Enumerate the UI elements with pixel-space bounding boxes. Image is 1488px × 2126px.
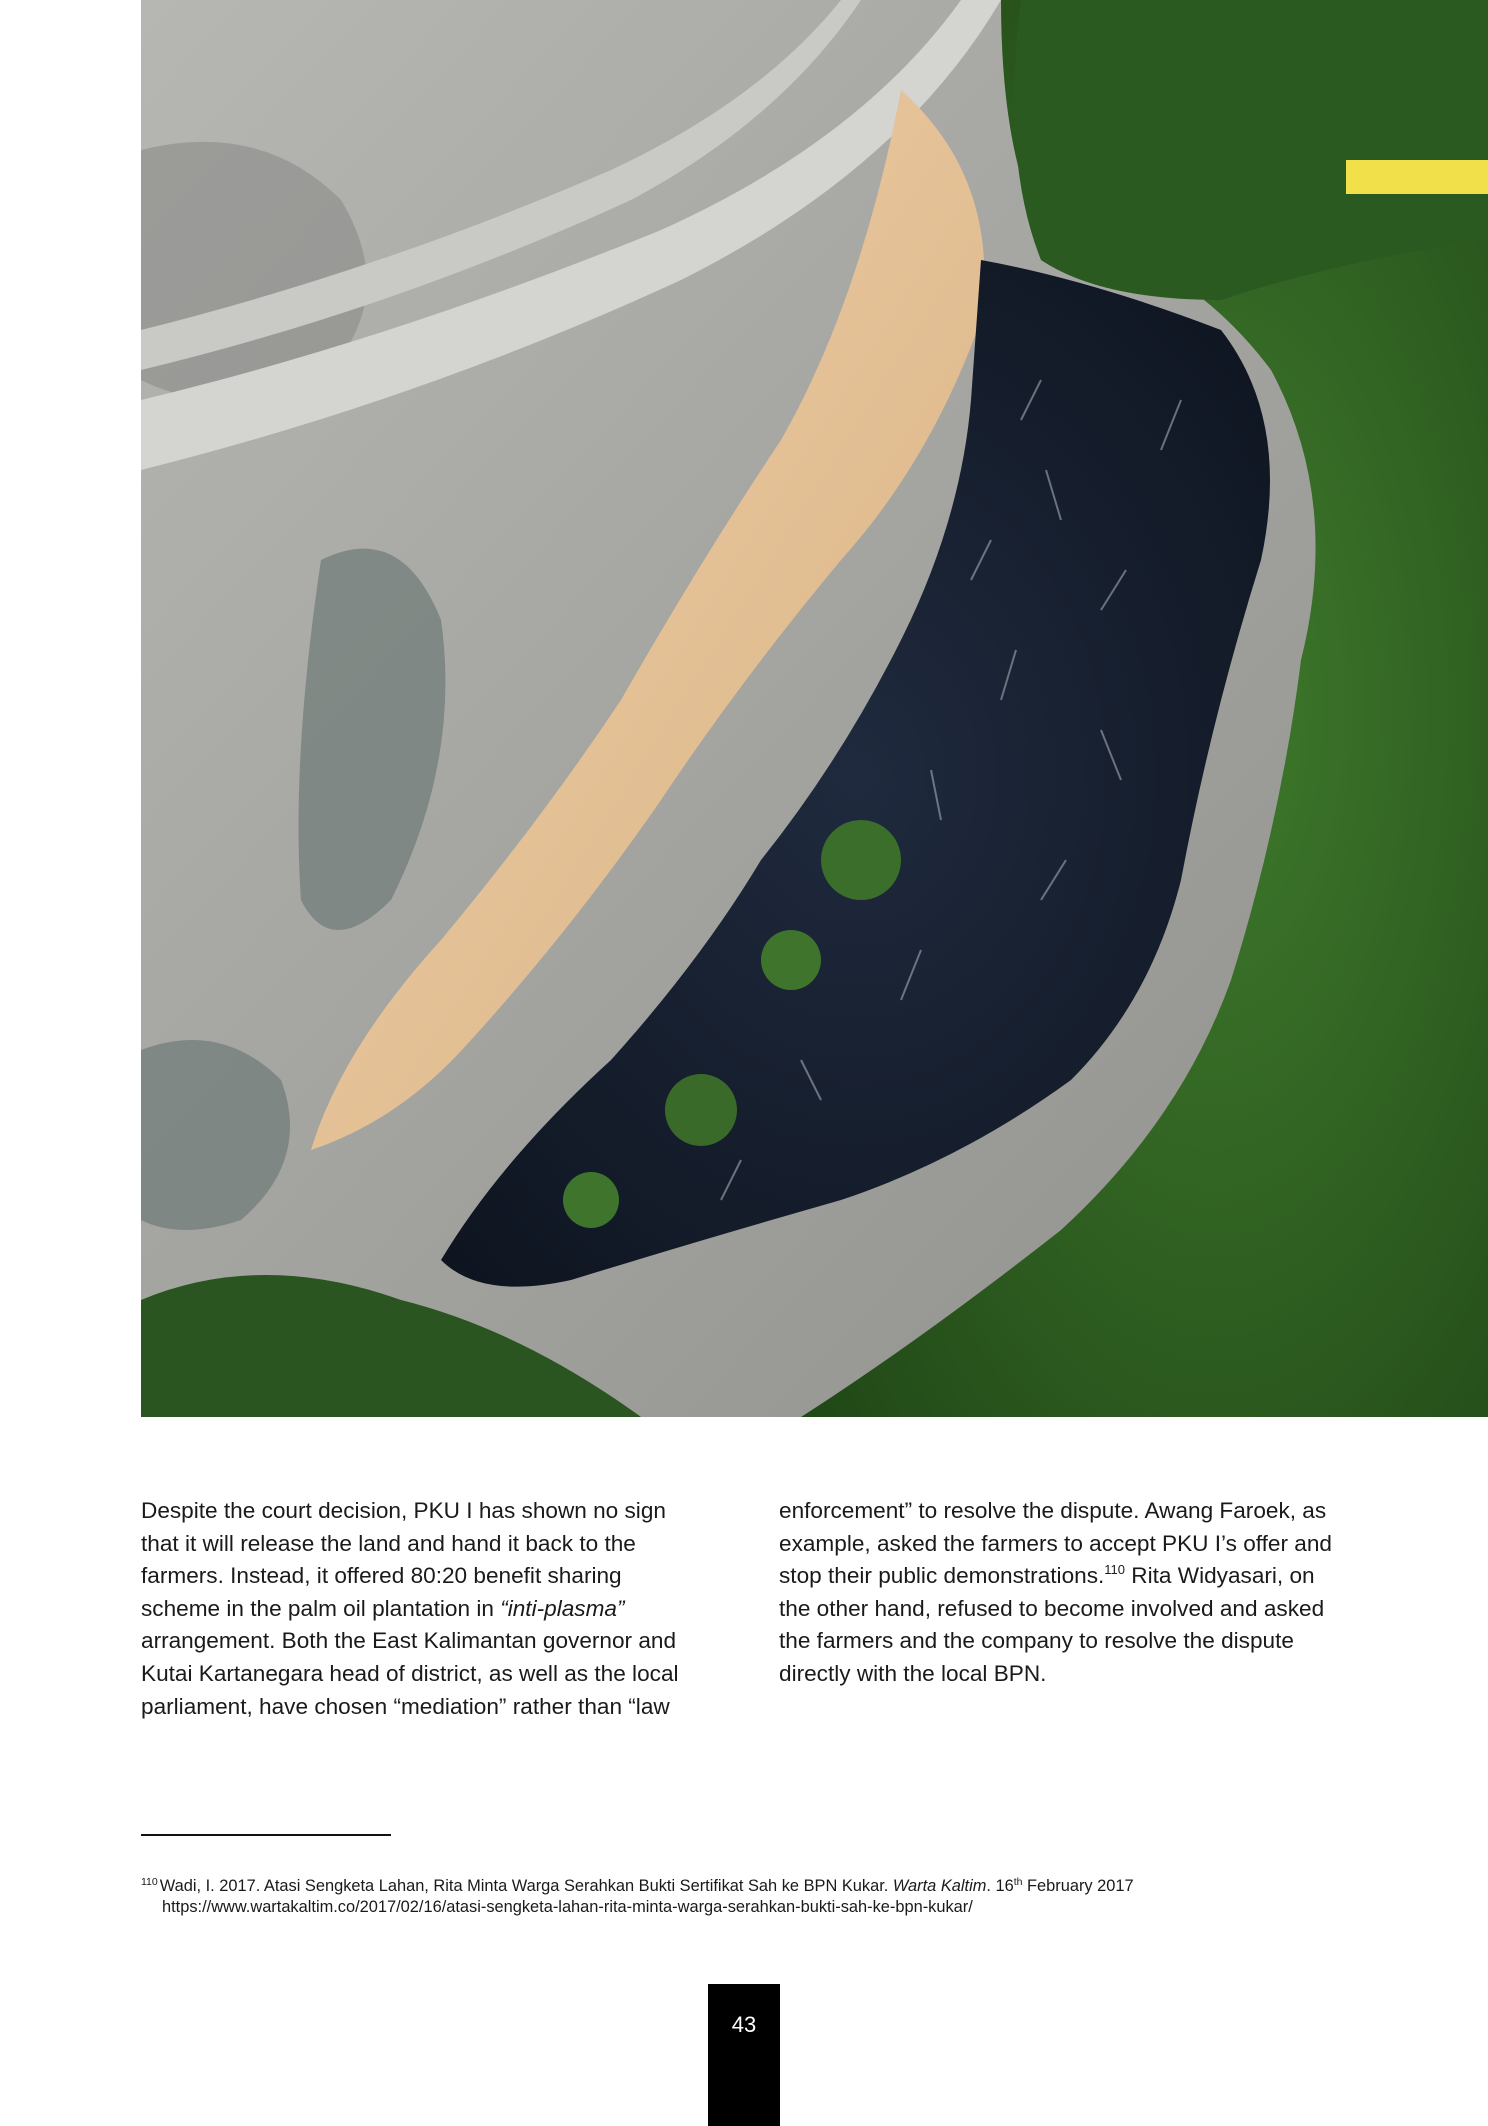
footnote-source: Warta Kaltim: [892, 1877, 987, 1895]
page-number: 43: [731, 2012, 757, 2037]
body-text: Despite the court decision, PKU I has shown no sign that it will release the land and hand it back to the farmers. Instead, it offered 80:20 benefit sharing scheme in the palm oil plantation in: [141, 1498, 666, 1621]
footnote-date-suffix: th: [1013, 1876, 1023, 1888]
footnote-text: February 2017: [1022, 1877, 1134, 1895]
accent-bar: [1346, 160, 1488, 194]
aerial-photo: [141, 0, 1488, 1417]
body-text: Rita Widyasari, on the other hand, refused to become involved and asked the farmers and the company to resolve the dispute directly with the local BPN.: [779, 1563, 1325, 1686]
body-italic-term: “inti-plasma”: [500, 1595, 625, 1621]
body-paragraph-right: [779, 1495, 1334, 1691]
footnote-reference[interactable]: 110: [1104, 1562, 1126, 1578]
footnote-url[interactable]: https://www.wartakaltim.co/2017/02/16/atasi-sengketa-lahan-rita-minta-warga-serahkan-bukti-sah-ke-bpn-kukar/: [162, 1897, 973, 1916]
page-number-tab: [708, 1984, 780, 2126]
aerial-photo-illustration: [141, 0, 1488, 1417]
footnote-number: 110: [141, 1876, 158, 1888]
footnote-divider: [141, 1834, 391, 1836]
footnote-text: Wadi, I. 2017. Atasi Sengketa Lahan, Rita Minta Warga Serahkan Bukti Sertifikat Sah ke BPN Kukar.: [159, 1877, 893, 1895]
footnote-text: . 16: [986, 1877, 1014, 1895]
footnote: [141, 1876, 1341, 1917]
body-text: arrangement. Both the East Kalimantan governor and Kutai Kartanegara head of district, as well as the local parliament, have chosen “mediation” rather than “law: [141, 1628, 679, 1719]
body-text: enforcement” to resolve the dispute. Awang Faroek, as example, asked the farmers to accept PKU I’s offer and stop their public demonstrations.: [779, 1498, 1332, 1589]
body-paragraph-left: [141, 1495, 696, 1723]
body-column-right: [779, 1495, 1334, 1691]
body-column-left: [141, 1495, 696, 1723]
